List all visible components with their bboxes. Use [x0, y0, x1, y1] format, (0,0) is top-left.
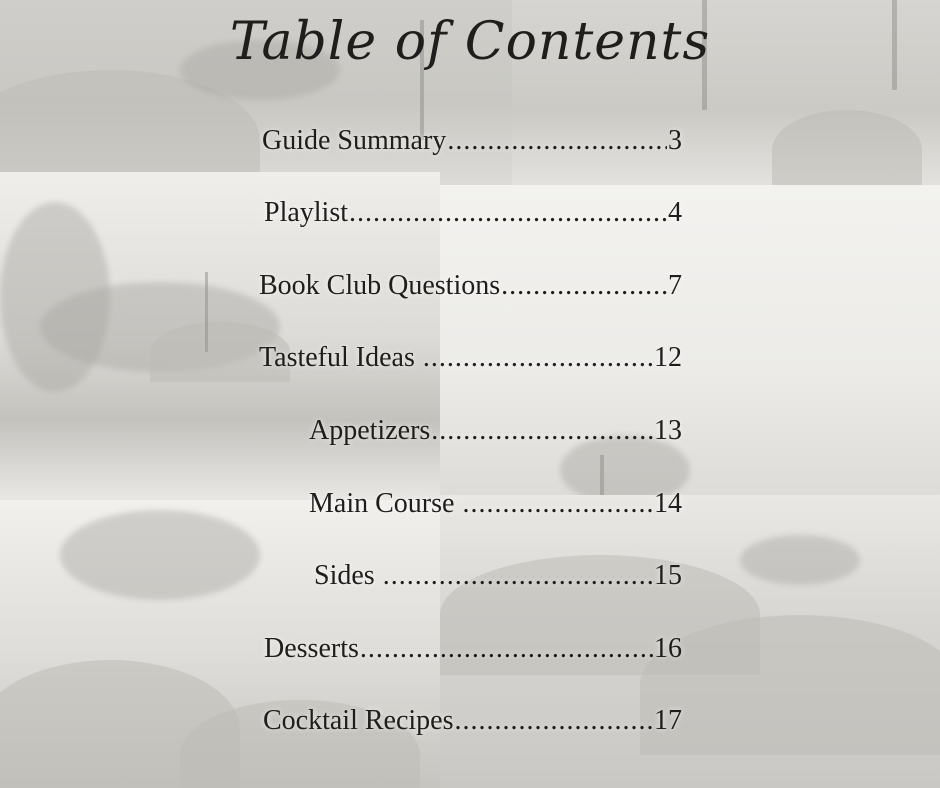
toc-entry-label: Playlist	[264, 197, 349, 228]
toc-entry-tasteful-ideas[interactable]	[259, 342, 682, 382]
toc-entry-label: Sides	[314, 560, 382, 591]
dot-leader	[447, 125, 667, 157]
toc-entry-label: Main Course	[309, 488, 462, 519]
toc-entry-page: 4	[668, 197, 682, 228]
dot-leader	[383, 560, 653, 592]
toc-entry-page: 7	[668, 270, 682, 301]
dot-leader	[360, 633, 653, 665]
toc-entry-label: Tasteful Ideas	[259, 342, 422, 373]
toc-entry-page: 15	[654, 560, 682, 591]
dot-leader	[462, 488, 653, 520]
toc-entry-page: 13	[654, 415, 682, 446]
toc-entry-cocktail-recipes[interactable]	[263, 705, 682, 745]
toc-entry-main-course[interactable]	[309, 488, 682, 528]
toc-entry-label: Desserts	[264, 633, 359, 664]
dot-leader	[455, 705, 653, 737]
toc-entry-page: 3	[668, 125, 682, 156]
toc-entry-page: 17	[654, 705, 682, 736]
toc-entry-book-club-questions[interactable]	[259, 270, 682, 310]
toc-entry-page: 12	[654, 342, 682, 373]
toc-entry-label: Guide Summary	[262, 125, 447, 156]
toc-entry-playlist[interactable]	[264, 197, 682, 237]
dot-leader	[349, 197, 667, 229]
toc-entry-label: Appetizers	[309, 415, 431, 446]
page-title: Table of Contents	[229, 12, 711, 72]
dot-leader	[431, 415, 653, 447]
toc-entry-page: 16	[654, 633, 682, 664]
toc-entry-page: 14	[654, 488, 682, 519]
toc-entry-guide-summary[interactable]	[262, 125, 682, 165]
dot-leader	[501, 270, 667, 302]
dot-leader	[423, 342, 653, 374]
toc-entry-label: Book Club Questions	[259, 270, 501, 301]
toc-entry-appetizers[interactable]	[309, 415, 682, 455]
toc-entry-sides[interactable]	[314, 560, 682, 600]
toc-entry-label: Cocktail Recipes	[263, 705, 454, 736]
toc-entry-desserts[interactable]	[264, 633, 682, 673]
